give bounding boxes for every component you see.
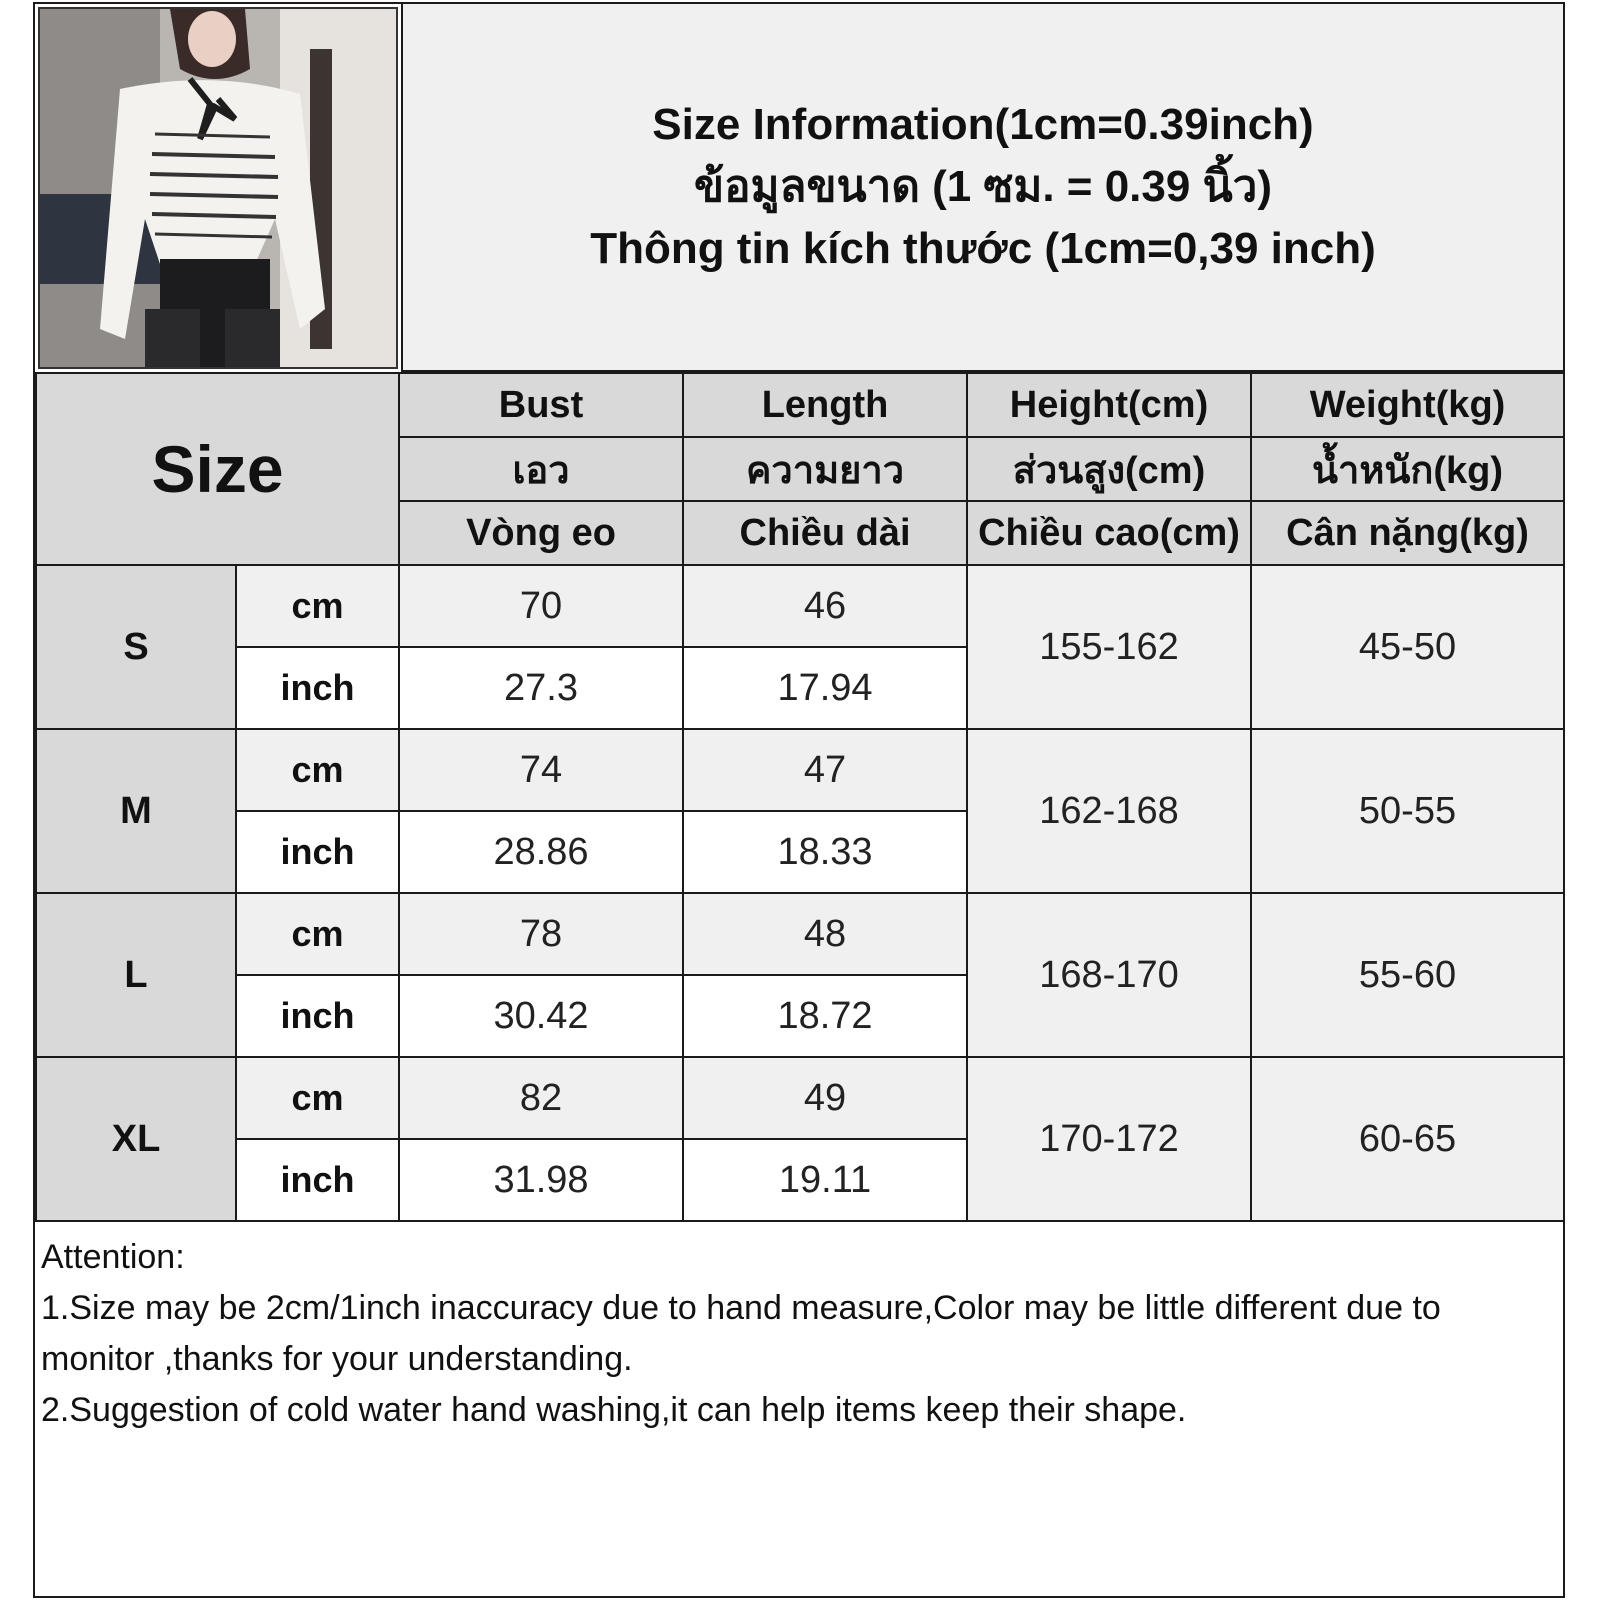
weight-range: 45-50 xyxy=(1251,565,1564,729)
unit-inch: inch xyxy=(236,1139,399,1221)
note-item: 1.Size may be 2cm/1inch inaccuracy due to hand measure,Color may be little different due to monitor ,thanks for your understanding. xyxy=(41,1289,1441,1378)
size-info-title xyxy=(401,4,1563,372)
size-label: XL xyxy=(36,1057,236,1221)
unit-inch: inch xyxy=(236,811,399,893)
bust-inch: 30.42 xyxy=(399,975,683,1057)
size-table xyxy=(35,372,1565,1222)
unit-cm: cm xyxy=(236,729,399,811)
title-thai: ข้อมูลขนาด (1 ซม. = 0.39 นิ้ว) xyxy=(693,162,1272,211)
unit-cm: cm xyxy=(236,1057,399,1139)
length-inch: 18.72 xyxy=(683,975,967,1057)
size-label: L xyxy=(36,893,236,1057)
weight-range: 55-60 xyxy=(1251,893,1564,1057)
size-label: S xyxy=(36,565,236,729)
unit-cm: cm xyxy=(236,893,399,975)
title-vietnamese: Thông tin kích thước (1cm=0,39 inch) xyxy=(590,224,1376,273)
weight-range: 50-55 xyxy=(1251,729,1564,893)
length-inch: 18.33 xyxy=(683,811,967,893)
header-height: Height(cm) xyxy=(967,373,1251,437)
bust-cm: 82 xyxy=(399,1057,683,1139)
header-height-thai: ส่วนสูง(cm) xyxy=(967,437,1251,501)
bust-cm: 70 xyxy=(399,565,683,647)
weight-range: 60-65 xyxy=(1251,1057,1564,1221)
length-cm: 46 xyxy=(683,565,967,647)
header-bust: Bust xyxy=(399,373,683,437)
table-row xyxy=(36,565,1564,647)
title-english: Size Information(1cm=0.39inch) xyxy=(652,100,1314,149)
bust-inch: 27.3 xyxy=(399,647,683,729)
model-image xyxy=(40,9,396,367)
unit-cm: cm xyxy=(236,565,399,647)
header-weight-vietnamese: Cân nặng(kg) xyxy=(1251,501,1564,565)
bust-cm: 78 xyxy=(399,893,683,975)
attention-notes xyxy=(41,1232,1553,1436)
unit-inch: inch xyxy=(236,975,399,1057)
bust-inch: 28.86 xyxy=(399,811,683,893)
length-cm: 47 xyxy=(683,729,967,811)
table-row xyxy=(36,1057,1564,1139)
size-column-header: Size xyxy=(36,373,399,565)
header-length-thai: ความยาว xyxy=(683,437,967,501)
height-range: 168-170 xyxy=(967,893,1251,1057)
size-label: M xyxy=(36,729,236,893)
header-row-english xyxy=(36,373,1564,437)
unit-inch: inch xyxy=(236,647,399,729)
header-weight-thai: น้ำหนัก(kg) xyxy=(1251,437,1564,501)
bust-inch: 31.98 xyxy=(399,1139,683,1221)
table-row xyxy=(36,893,1564,975)
header-height-vietnamese: Chiều cao(cm) xyxy=(967,501,1251,565)
bust-cm: 74 xyxy=(399,729,683,811)
product-photo xyxy=(38,7,398,369)
length-inch: 19.11 xyxy=(683,1139,967,1221)
length-cm: 49 xyxy=(683,1057,967,1139)
note-item: 2.Suggestion of cold water hand washing,it can help items keep their shape. xyxy=(41,1391,1187,1429)
header-bust-vietnamese: Vòng eo xyxy=(399,501,683,565)
header-bust-thai: เอว xyxy=(399,437,683,501)
length-inch: 17.94 xyxy=(683,647,967,729)
notes-heading: Attention: xyxy=(41,1238,185,1276)
height-range: 162-168 xyxy=(967,729,1251,893)
header-weight: Weight(kg) xyxy=(1251,373,1564,437)
height-range: 155-162 xyxy=(967,565,1251,729)
length-cm: 48 xyxy=(683,893,967,975)
table-row xyxy=(36,729,1564,811)
header-length-vietnamese: Chiều dài xyxy=(683,501,967,565)
header-length: Length xyxy=(683,373,967,437)
height-range: 170-172 xyxy=(967,1057,1251,1221)
size-chart-sheet xyxy=(33,2,1565,1598)
